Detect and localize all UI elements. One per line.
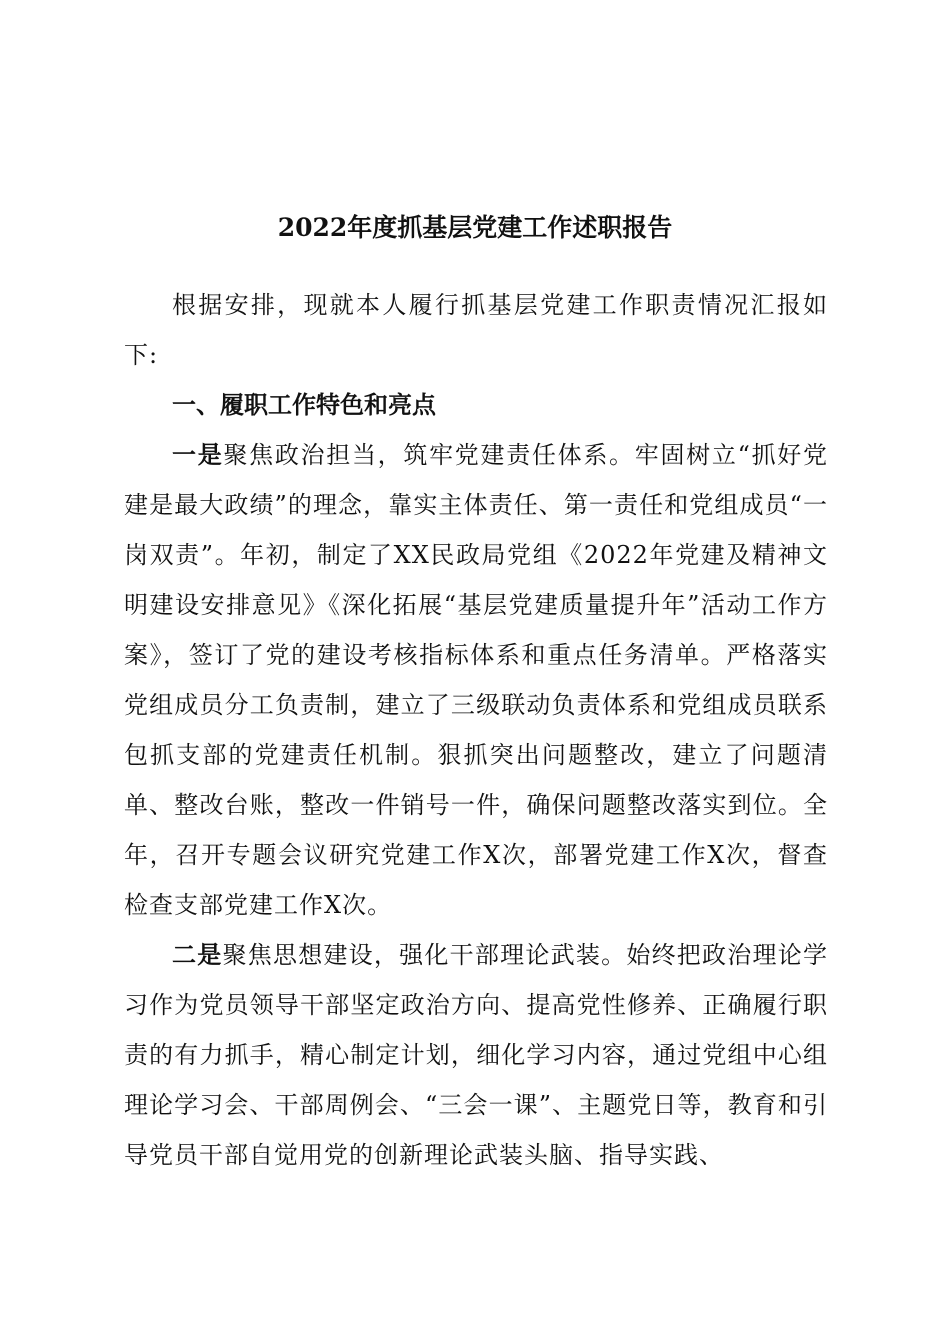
section-heading: 一、履职工作特色和亮点 (172, 391, 436, 419)
paragraph-two-text: 聚焦思想建设，强化干部理论武装。始终把政治理论学习作为党员领导干部坚定政治方向、提高党性修养、正确履行职责的有力抓手，精心制定计划，细化学习内容，通过党组中心组理论学习会、干部周例会、“三会一课”、主题党日等，教育和引导党员干部自觉用党的创新理论武装头脑、指导实践、 (124, 941, 829, 1169)
intro-paragraph: 根据安排，现就本人履行抓基层党建工作职责情况汇报如下: (124, 291, 828, 369)
paragraph-one-text: 聚焦政治担当，筑牢党建责任体系。牢固树立“抓好党建是最大政绩”的理念，靠实主体责任、第一责任和党组成员“一岗双责”。年初，制定了XX民政局党组《2022年党建及精神文明建设安排意见》《深化拓展“基层党建质量提升年”活动工作方案》，签订了党的建设考核指标体系和重点任务清单。严格落实党组成员分工负责制，建立了三级联动负责体系和党组成员联系包抓支部的党建责任机制。狠抓突出问题整改，建立了问题清单、整改台账，整改一件销号一件，确保问题整改落实到位。全年，召开专题会议研究党建工作X次，部署党建工作X次，督查检查支部党建工作X次。 (124, 441, 828, 919)
document-body (124, 280, 828, 1180)
paragraph-one-lead: 一是 (172, 441, 224, 469)
paragraph-two (124, 930, 828, 1180)
paragraph-one (124, 430, 828, 930)
document-title: 2022年度抓基层党建工作述职报告 (277, 213, 673, 242)
paragraph-two-lead: 二是 (172, 941, 223, 969)
